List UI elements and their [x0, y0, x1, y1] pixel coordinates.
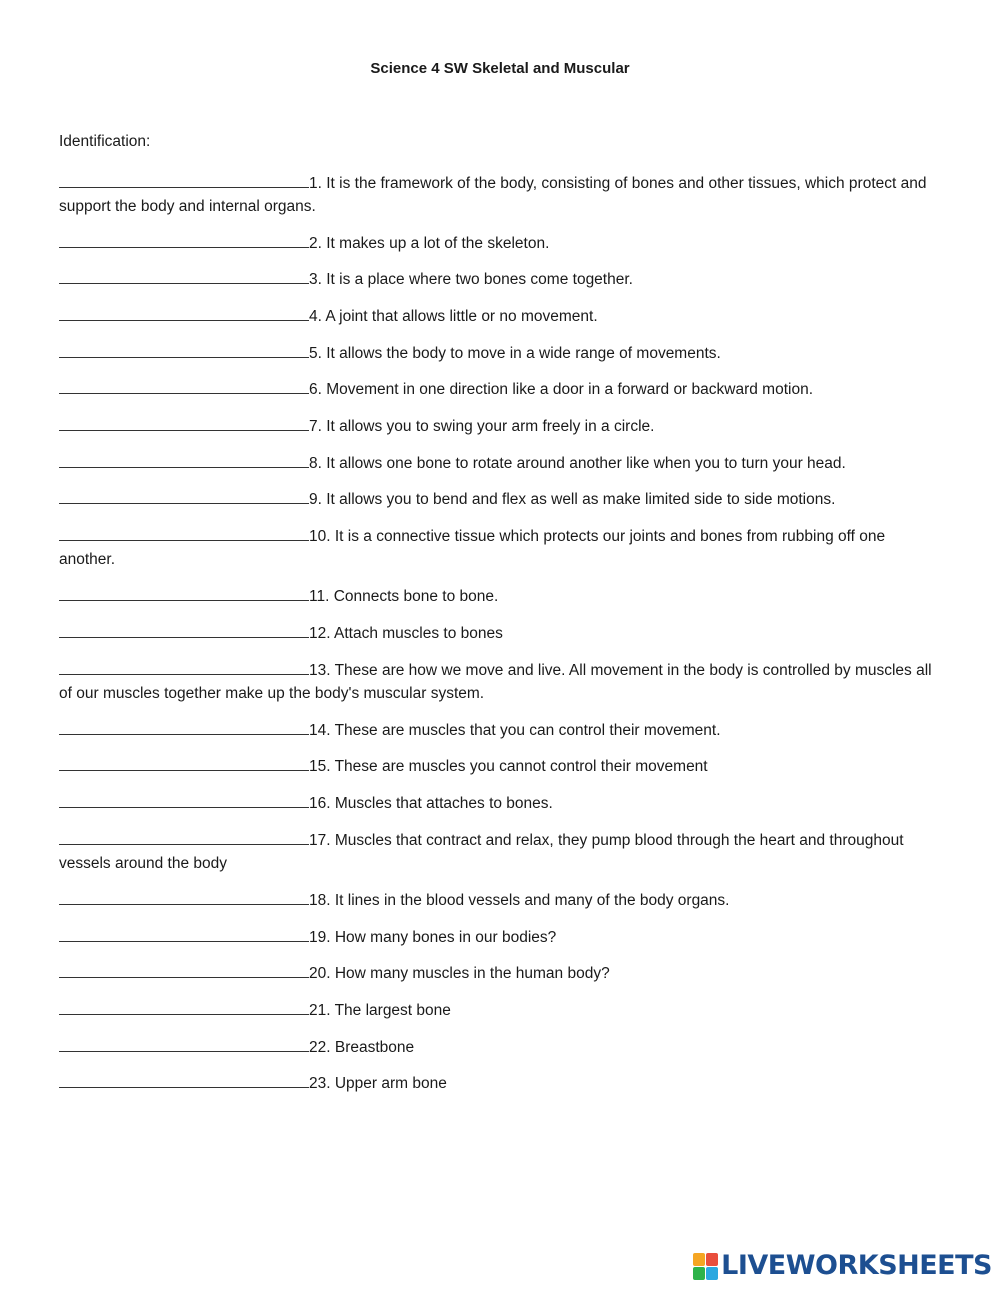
question-text: 15. These are muscles you cannot control their movement — [309, 758, 708, 775]
question-text: 6. Movement in one direction like a door in a forward or backward motion. — [309, 381, 813, 398]
question-item — [59, 486, 939, 511]
question-item — [59, 230, 939, 255]
answer-blank[interactable] — [59, 1070, 309, 1088]
section-label: Identification: — [59, 133, 151, 150]
question-text: 10. It is a connective tissue which protects our joints and bones from rubbing off one another. — [59, 528, 886, 568]
question-text: 18. It lines in the blood vessels and many of the body organs. — [309, 892, 730, 909]
question-text: 4. A joint that allows little or no movement. — [309, 308, 598, 325]
question-text: 8. It allows one bone to rotate around another like when you to turn your head. — [309, 455, 846, 472]
question-text: 14. These are muscles that you can control their movement. — [309, 722, 721, 739]
answer-blank[interactable] — [59, 583, 309, 601]
question-item — [59, 997, 939, 1022]
question-text: 23. Upper arm bone — [309, 1075, 447, 1092]
question-text: 9. It allows you to bend and flex as well as make limited side to side motions. — [309, 491, 836, 508]
question-text: 11. Connects bone to bone. — [309, 588, 499, 605]
question-item — [59, 1034, 939, 1059]
question-text: 1. It is the framework of the body, consisting of bones and other tissues, which protect and support the body and internal organs. — [59, 175, 927, 215]
question-item — [59, 523, 939, 571]
question-item — [59, 266, 939, 291]
page-title: Science 4 SW Skeletal and Muscular — [370, 60, 630, 77]
question-item — [59, 413, 939, 438]
answer-blank[interactable] — [59, 924, 309, 942]
question-text: 13. These are how we move and live. All movement in the body is controlled by muscles all of our muscles together make up the body's muscular system. — [59, 662, 932, 702]
answer-blank[interactable] — [59, 753, 309, 771]
answer-blank[interactable] — [59, 303, 309, 321]
question-item — [59, 376, 939, 401]
answer-blank[interactable] — [59, 486, 309, 504]
question-text: 5. It allows the body to move in a wide range of movements. — [309, 345, 721, 362]
answer-blank[interactable] — [59, 960, 309, 978]
question-item — [59, 1070, 939, 1095]
answer-blank[interactable] — [59, 450, 309, 468]
question-text: 19. How many bones in our bodies? — [309, 929, 557, 946]
answer-blank[interactable] — [59, 376, 309, 394]
answer-blank[interactable] — [59, 266, 309, 284]
question-item — [59, 583, 939, 608]
question-text: 2. It makes up a lot of the skeleton. — [309, 235, 550, 252]
question-text: 3. It is a place where two bones come together. — [309, 271, 633, 288]
question-item — [59, 717, 939, 742]
question-item — [59, 170, 939, 218]
answer-blank[interactable] — [59, 523, 309, 541]
question-item — [59, 657, 939, 705]
answer-blank[interactable] — [59, 790, 309, 808]
question-item — [59, 340, 939, 365]
question-item — [59, 924, 939, 949]
question-item — [59, 620, 939, 645]
answer-blank[interactable] — [59, 340, 309, 358]
logo-blocks-icon — [693, 1253, 718, 1280]
question-text: 12. Attach muscles to bones — [309, 625, 503, 642]
liveworksheets-logo — [693, 1251, 992, 1281]
answer-blank[interactable] — [59, 997, 309, 1015]
question-text: 21. The largest bone — [309, 1002, 451, 1019]
answer-blank[interactable] — [59, 1034, 309, 1052]
answer-blank[interactable] — [59, 620, 309, 638]
question-text: 20. How many muscles in the human body? — [309, 965, 610, 982]
question-item — [59, 753, 939, 778]
question-text: 7. It allows you to swing your arm freely in a circle. — [309, 418, 655, 435]
answer-blank[interactable] — [59, 717, 309, 735]
question-item — [59, 303, 939, 328]
answer-blank[interactable] — [59, 887, 309, 905]
answer-blank[interactable] — [59, 413, 309, 431]
question-text: 16. Muscles that attaches to bones. — [309, 795, 553, 812]
answer-blank[interactable] — [59, 657, 309, 675]
question-item — [59, 960, 939, 985]
question-item — [59, 827, 939, 875]
question-item — [59, 790, 939, 815]
question-item — [59, 450, 939, 475]
answer-blank[interactable] — [59, 230, 309, 248]
logo-text: LIVEWORKSHEETS — [721, 1250, 992, 1281]
question-text: 22. Breastbone — [309, 1039, 415, 1056]
answer-blank[interactable] — [59, 170, 309, 188]
answer-blank[interactable] — [59, 827, 309, 845]
question-item — [59, 887, 939, 912]
question-text: 17. Muscles that contract and relax, they pump blood through the heart and throughout vessels around the body — [59, 832, 904, 872]
